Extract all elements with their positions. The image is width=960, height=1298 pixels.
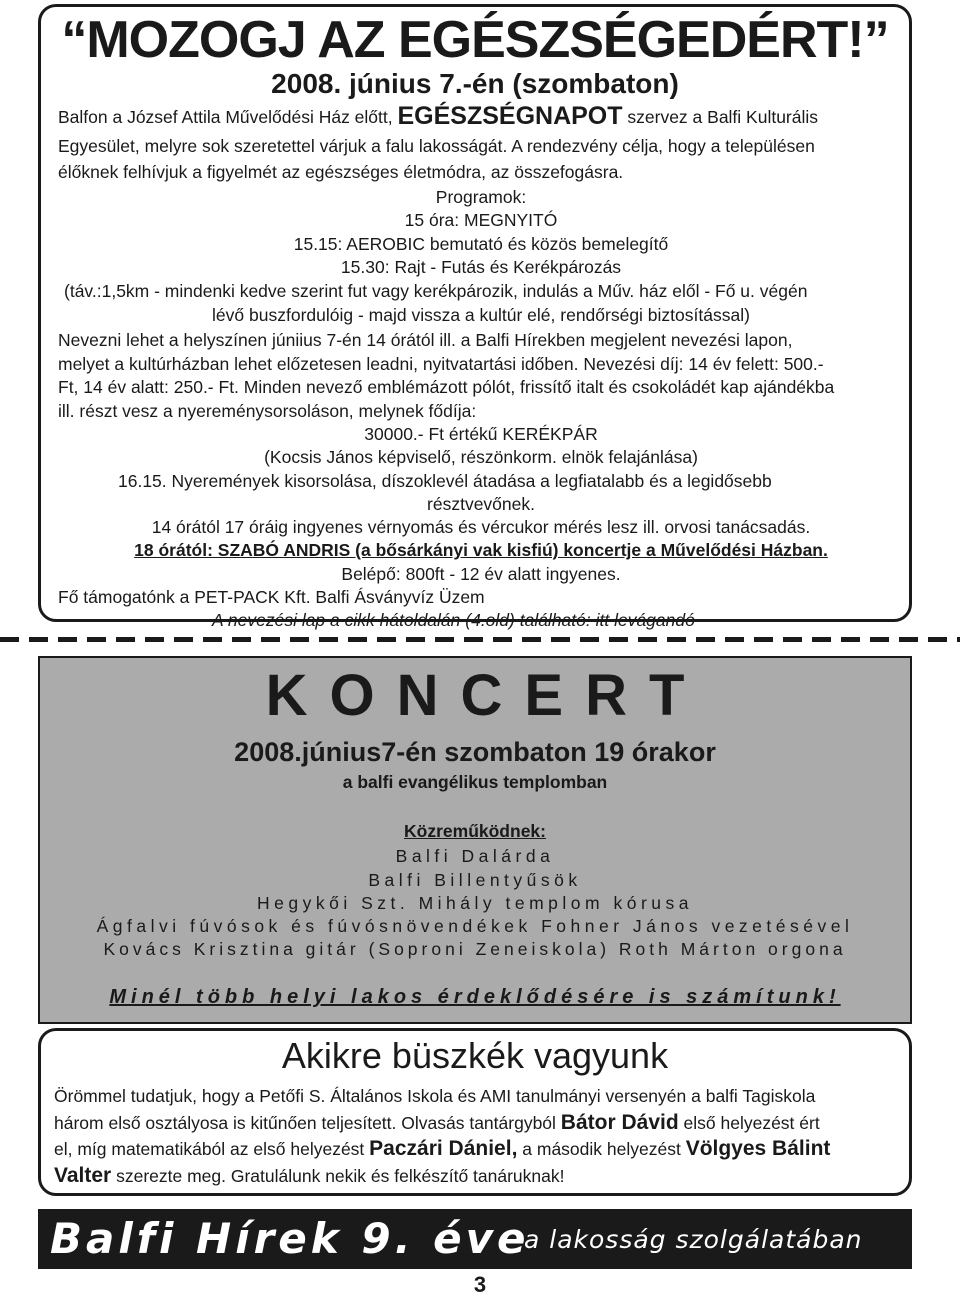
contributor-item: Ágfalvi fúvósok és fúvósnövendékek Fohner János vezetésével bbox=[96, 916, 854, 936]
concert-place: a balfi evangélikus templomban bbox=[342, 772, 608, 792]
route-line-1: (táv.:1,5km - mindenki kedve szerint fut vagy kerékpározik, indulás a Műv. ház elől - Fő u. végén bbox=[64, 281, 808, 301]
contributor-item: Kovács Krisztina gitár (Soproni Zeneiskola) Roth Márton orgona bbox=[103, 939, 847, 959]
route-line-2: lévő buszfordulóig - majd vissza a kultúr elé, rendőrségi biztosítással) bbox=[212, 305, 750, 325]
event-date: 2008. június 7.-én (szombaton) bbox=[271, 68, 679, 99]
contributor-item: Balfi Dalárda bbox=[395, 846, 555, 866]
entry-fee-line: Belépő: 800ft - 12 év alatt ingyenes. bbox=[341, 564, 621, 584]
winner-name: Völgyes Bálint bbox=[685, 1137, 831, 1160]
proud-line: három első osztályosa is kitűnően teljesített. Olvasás tantárgyból Bátor Dávid első helyezést ért bbox=[54, 1110, 820, 1134]
program-item: 15.30: Rajt - Futás és Kerékpározás bbox=[340, 257, 622, 277]
proud-text bbox=[54, 1083, 904, 1189]
winner-name: Bátor Dávid bbox=[560, 1110, 679, 1134]
contributors-heading: Közreműködnek: bbox=[404, 821, 546, 841]
intro-line-2: Egyesület, melyre sok szeretettel várjuk a falu lakosságát. A rendezvény célja, hogy a településen bbox=[58, 136, 815, 156]
winner-name: Valter bbox=[54, 1163, 112, 1187]
proud-title: Akikre büszkék vagyunk bbox=[281, 1035, 669, 1076]
intro-line-1: Balfon a József Attila Művelődési Ház előtt, EGÉSZSÉGNAPOT szervez a Balfi Kulturális bbox=[58, 102, 819, 130]
masthead-slogan: a lakosság szolgálatában bbox=[524, 1225, 863, 1254]
draw-line-1: 16.15. Nyeremények kisorsolása, díszoklevél átadása a legfiatalabb és a legidősebb bbox=[118, 471, 772, 491]
concert-footer: Minél több helyi lakos érdeklődésére is számítunk! bbox=[109, 986, 841, 1008]
cutout-note: A nevezési lap a cikk hátoldalán (4.old) található: itt levágandó bbox=[212, 610, 695, 630]
program-item: 15.15: AEROBIC bemutató és közös bemelegítő bbox=[293, 234, 669, 254]
program-item: 15 óra: MEGNYITÓ bbox=[404, 210, 558, 230]
event-title: “MOZOGJ AZ EGÉSZSÉGEDÉRT!” bbox=[61, 11, 889, 69]
winner-name: Paczári Dániel, bbox=[369, 1137, 518, 1160]
proud-line: Valter szerezte meg. Gratulálunk nekik és felkészítő tanáruknak! bbox=[54, 1163, 565, 1187]
sponsor-line: Fő támogatónk a PET-PACK Kft. Balfi Ásványvíz Üzem bbox=[58, 587, 485, 607]
concert-title: KONCERT bbox=[265, 663, 707, 728]
registration-line: melyet a kultúrházban lehet előzetesen leadni, nyitvatartási időben. Nevezési díj: 14 év felett: 500.- bbox=[58, 354, 824, 374]
cut-line bbox=[0, 637, 960, 642]
health-check-line: 14 órától 17 óráig ingyenes vérnyomás és vércukor mérés lesz ill. orvosi tanácsadás. bbox=[151, 517, 811, 537]
page-number: 3 bbox=[473, 1272, 487, 1297]
proud-line: el, míg matematikából az első helyezést Paczári Dániel, a második helyezést Völgyes Bálint bbox=[54, 1137, 831, 1160]
contributor-item: Balfi Billentyűsök bbox=[368, 870, 582, 890]
programs-label: Programok: bbox=[435, 187, 527, 207]
draw-line-2: résztvevőnek. bbox=[427, 494, 535, 514]
prize-sponsor-line: (Kocsis János képviselő, részönkorm. elnök felajánlása) bbox=[264, 447, 698, 467]
masthead-title: Balfi Hírek 9. éve bbox=[50, 1214, 530, 1263]
evening-concert-line: 18 órától: SZABÓ ANDRIS (a bősárkányi vak kisfiú) koncertje a Művelődési Házban. bbox=[134, 540, 828, 560]
proud-line: Örömmel tudatjuk, hogy a Petőfi S. Általános Iskola és AMI tanulmányi versenyén a balfi Tagiskola bbox=[54, 1086, 816, 1106]
concert-date: 2008.június7-én szombaton 19 órakor bbox=[234, 737, 716, 767]
registration-line: ill. részt vesz a nyereménysorsoláson, melynek fődíja: bbox=[58, 401, 477, 421]
registration-line: Ft, 14 év alatt: 250.- Ft. Minden nevező emblémázott pólót, frissítő italt és csokoládét kap ajándékba bbox=[58, 377, 835, 397]
intro-line-3: élőknek felhívjuk a figyelmét az egészséges életmódra, az összefogásra. bbox=[58, 162, 624, 182]
health-day-highlight: EGÉSZSÉGNAPOT bbox=[397, 102, 623, 130]
prize-line: 30000.- Ft értékű KERÉKPÁR bbox=[364, 424, 598, 444]
contributor-item: Hegykői Szt. Mihály templom kórusa bbox=[256, 893, 694, 913]
registration-line: Nevezni lehet a helyszínen júniius 7-én 14 órától ill. a Balfi Hírekben megjelent nevezési lapon, bbox=[58, 330, 793, 350]
